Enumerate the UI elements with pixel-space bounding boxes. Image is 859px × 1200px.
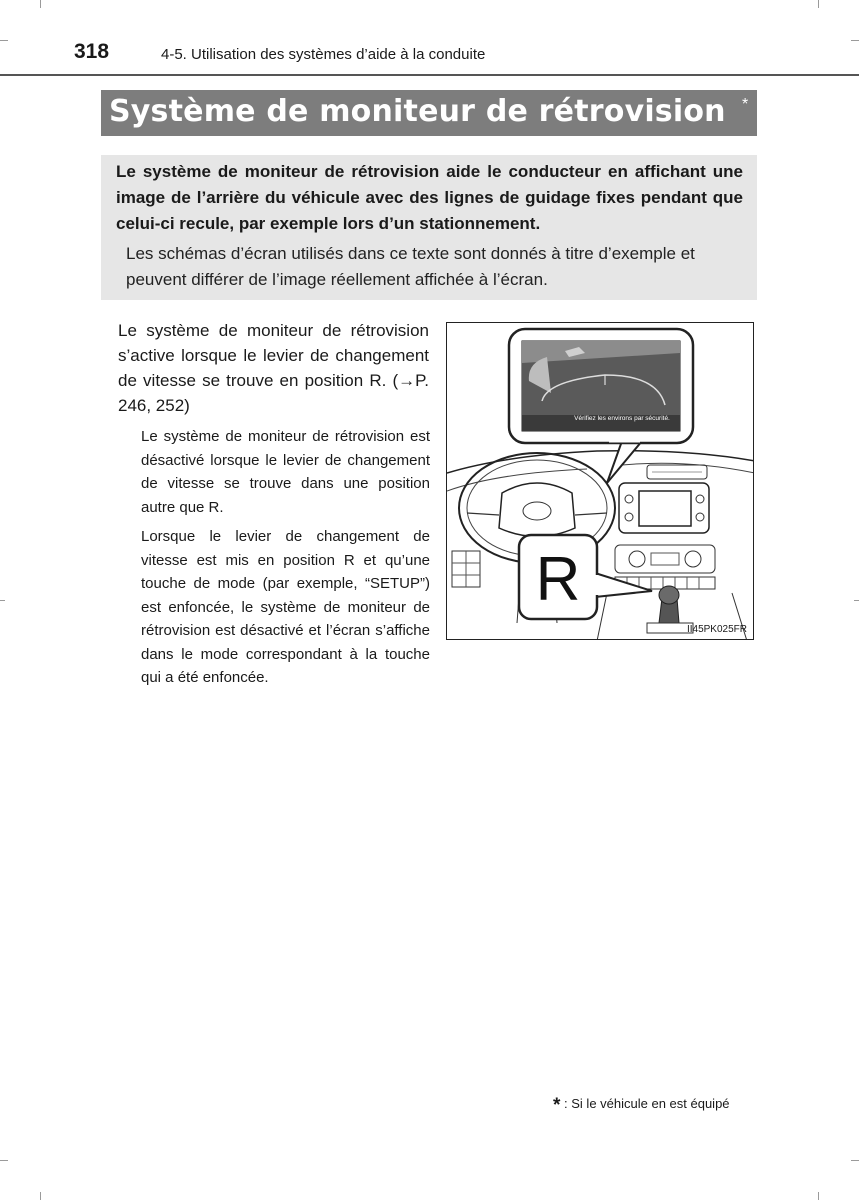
header-divider bbox=[0, 74, 859, 76]
intro-box bbox=[101, 155, 757, 300]
intro-note: Les schémas d’écran utilisés dans ce texte sont donnés à titre d’exemple et peuvent différer de l’image réellement affichée à l’écran. bbox=[126, 244, 695, 289]
title-bar bbox=[101, 90, 757, 136]
crop-mark bbox=[0, 40, 8, 41]
figure-code: II45PK025FR bbox=[686, 624, 747, 635]
crop-mark bbox=[851, 40, 859, 41]
dashboard-drawing bbox=[447, 323, 754, 640]
crop-mark bbox=[0, 600, 5, 601]
crop-mark bbox=[854, 600, 859, 601]
crop-mark bbox=[40, 1192, 41, 1200]
page-title: Système de moniteur de rétrovision bbox=[109, 94, 726, 129]
crop-mark bbox=[0, 1160, 8, 1161]
crop-mark bbox=[40, 0, 41, 8]
footnote-marker: * bbox=[553, 1095, 561, 1116]
section-heading: 4-5. Utilisation des systèmes d’aide à la conduite bbox=[161, 46, 486, 63]
crop-mark bbox=[851, 1160, 859, 1161]
gear-position-label: R bbox=[535, 545, 581, 614]
footnote-text: : Si le véhicule en est équipé bbox=[564, 1096, 730, 1111]
crop-mark bbox=[818, 0, 819, 8]
screen-safety-message: Vérifiez les environs par sécurité. bbox=[574, 415, 670, 422]
dashboard-illustration bbox=[446, 322, 754, 640]
crop-mark bbox=[818, 1192, 819, 1200]
footnote bbox=[553, 1095, 730, 1117]
intro-summary: Le système de moniteur de rétrovision aide le conducteur en affichant une image de l’arrière du véhicule avec des lignes de guidage fixes pendant que celui-ci recule, par exemple lors d’un stationnement. bbox=[116, 162, 743, 233]
body-note-deactivation: Le système de moniteur de rétrovision est désactivé lorsque le levier de changement de vitesse se trouve dans une position autre que R. bbox=[141, 428, 430, 516]
page-number: 318 bbox=[74, 40, 110, 63]
body-paragraph: Le système de moniteur de rétrovision s’active lorsque le levier de changement de vitesse se trouve en position R. (→P. 246, 252) bbox=[118, 321, 429, 415]
title-footnote-marker: * bbox=[742, 96, 749, 113]
body-note-mode-button: Lorsque le levier de changement de vitesse est mis en position R et qu’une touche de mode (par exemple, “SETUP”) est enfoncée, le système de moniteur de rétrovision est désactivé et l’écran s’affiche dans le mode correspondant à la touche qui a été enfoncée. bbox=[141, 528, 430, 686]
